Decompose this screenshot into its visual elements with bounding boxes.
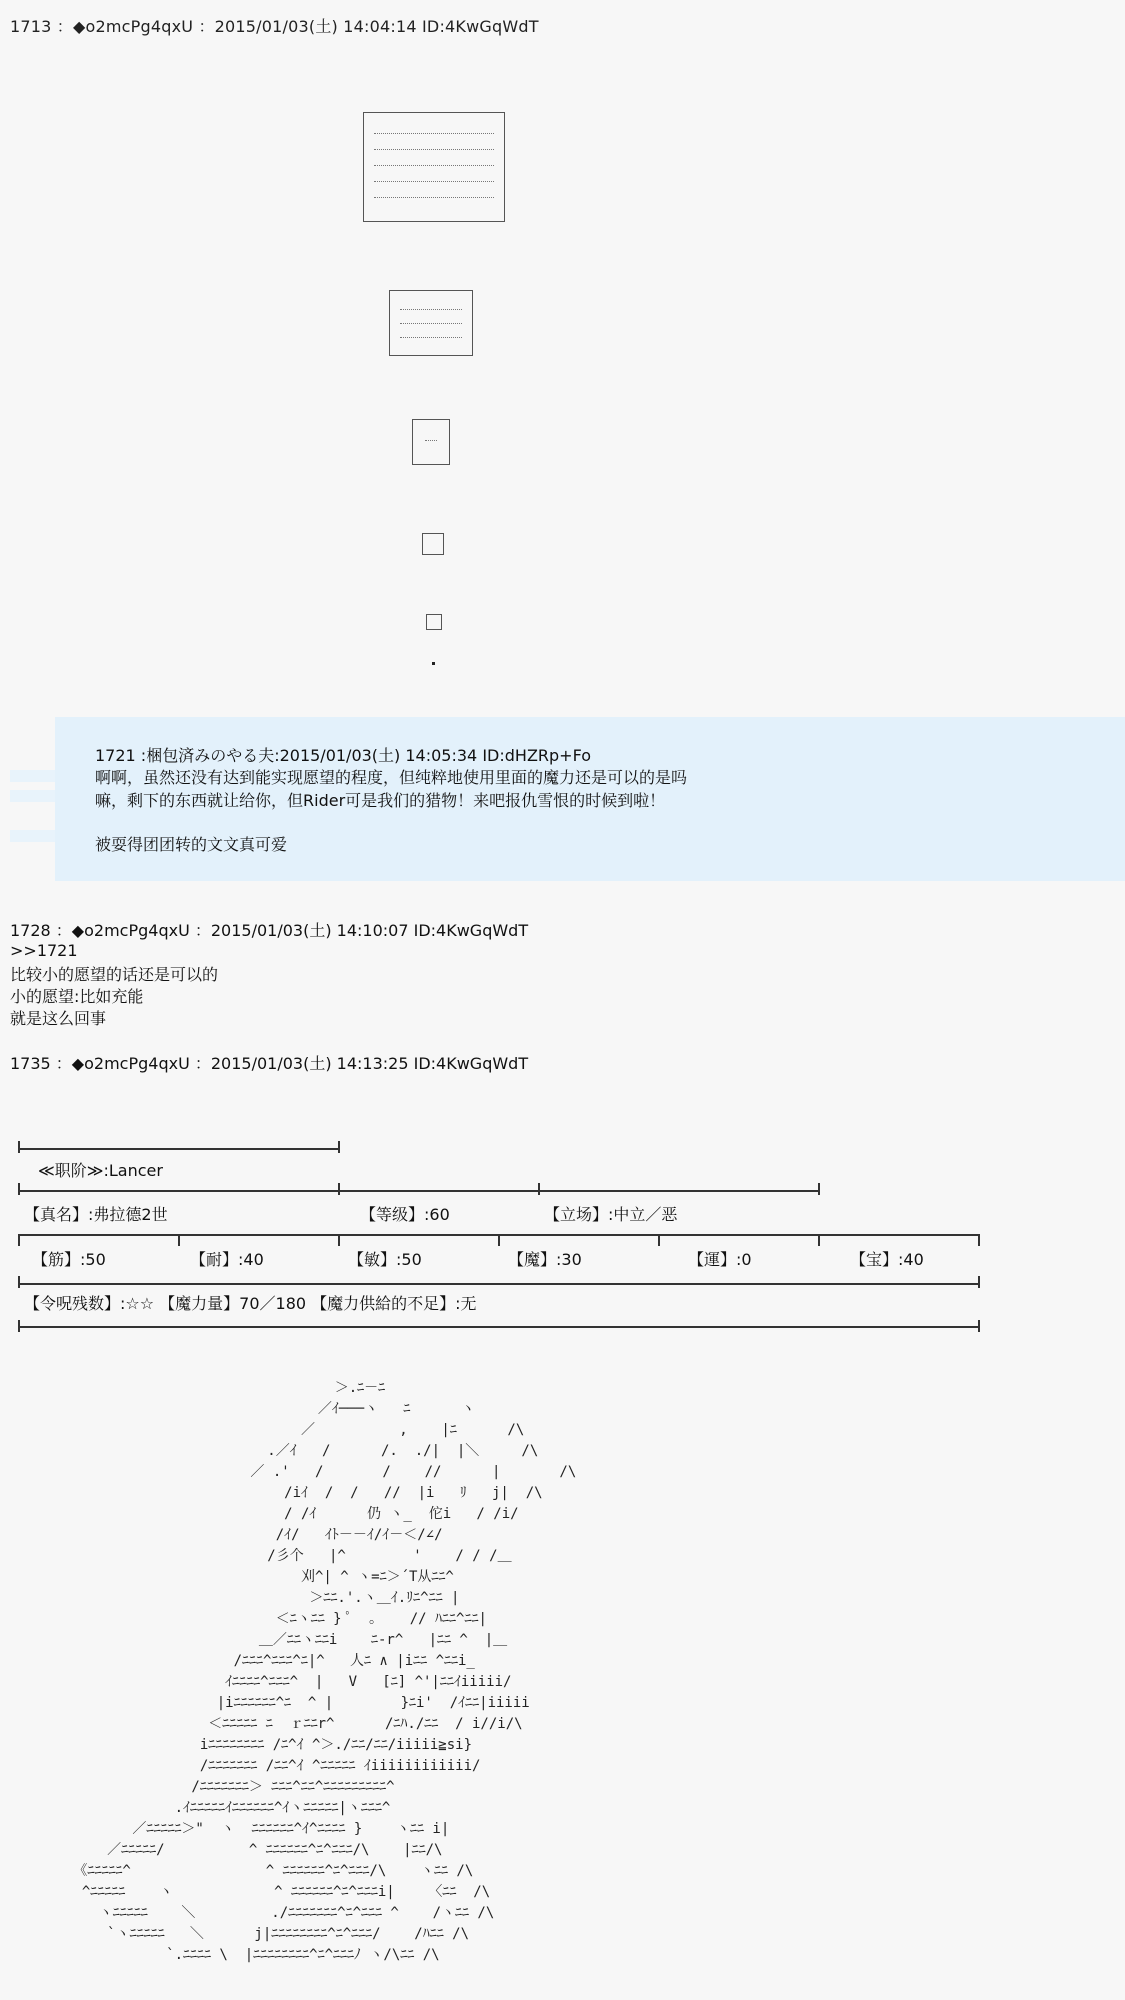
reply-anchor-link[interactable]: >>1721 — [10, 941, 78, 960]
table-tick — [818, 1234, 820, 1246]
post-1728-line: 小的愿望:比如充能 — [10, 987, 144, 1006]
post-1728-line: 比较小的愿望的话还是可以的 — [10, 965, 219, 984]
post-1728-line: 就是这么回事 — [10, 1009, 107, 1028]
status-luk: 【運】:0 — [688, 1250, 752, 1269]
fading-box-tiny — [422, 533, 444, 555]
status-str: 【筋】:50 — [32, 1250, 106, 1269]
table-tick — [818, 1183, 820, 1195]
status-true-name: 【真名】:弗拉德2世 — [24, 1205, 168, 1224]
quote-stripe — [10, 790, 55, 802]
table-tick — [978, 1320, 980, 1332]
table-rule — [18, 1283, 980, 1285]
table-tick — [538, 1183, 540, 1195]
table-rule — [18, 1326, 980, 1328]
table-tick — [338, 1234, 340, 1246]
post-1713-header: 1713 ：◆o2mcPg4qxU ：2015/01/03(土) 14:04:14 ID:4KwGqWdT — [10, 17, 539, 36]
fading-box-large — [363, 112, 505, 222]
quote-stripe — [10, 770, 55, 782]
table-tick — [18, 1276, 20, 1288]
status-class: ≪职阶≫:Lancer — [38, 1161, 163, 1180]
status-agi: 【敏】:50 — [348, 1250, 422, 1269]
status-mag: 【魔】:30 — [508, 1250, 582, 1269]
ascii-art-character: ＞.ﾆ－ﾆ ／ｲ───ヽ ﾆ ヽ ／ , |ﾆ /\ .／ｲ / /. ./| |＼ /\ ／ .' / / // | /\ /iｲ / / // |i ﾘ j| /\ / /ｲ 仍 ヽ_ 佗i / /i/ /ｲ/ ｲﾄ－－ｲ/ｲ－＜/∠/ /彡个 |^ ' / / /＿ 刈^| ^ ヽ=ﾆ＞´T从ﾆﾆ^ ＞ﾆﾆ.'.ヽ＿ｲ.ﾘﾆ^ﾆﾆ | ＜ﾆヽﾆﾆ } ﾟ ｡ // ﾊﾆﾆ^ﾆﾆ| ＿／ﾆﾆヽﾆﾆi ﾆ-r^ |ﾆﾆ ^ |＿ /ﾆﾆﾆ^ﾆﾆﾆ^ﾆ|^ 人ﾆ ∧ |iﾆﾆ ^ﾆﾆi_ ｲﾆﾆﾆﾆ^ﾆﾆﾆ^ | V [ﾆ] ^'|ﾆﾆｲiiiii/ |iﾆﾆﾆﾆﾆﾆ^ﾆ ^ | }ﾆi' /ｲﾆﾆ|iiiii ＜ﾆﾆﾆﾆﾆ ﾆ ｒﾆﾆr^ /ﾆﾊ./ﾆﾆ / i//i/\ iﾆﾆﾆﾆﾆﾆﾆﾆ /ﾆ^ｲ ^＞./ﾆﾆ/ﾆﾆ/iiiii≧si} /ﾆﾆﾆﾆﾆﾆﾆ /ﾆﾆ^ｲ ^ﾆﾆﾆﾆﾆ ｲiiiiiiiiiiii/ /ﾆﾆﾆﾆﾆﾆﾆ＞ ﾆﾆﾆ^ﾆﾆ^ﾆﾆﾆﾆﾆﾆﾆﾆﾆ^ .ｲﾆﾆﾆﾆﾆｲﾆﾆﾆﾆﾆﾆ^ｲヽﾆﾆﾆﾆﾆ|ヽﾆﾆﾆ^ ／ﾆﾆﾆﾆﾆ＞" ヽ ﾆﾆﾆﾆﾆﾆ^ｲ^ﾆﾆﾆﾆ } ヽﾆﾆ i| ／ﾆﾆﾆﾆﾆ/ ^ ﾆﾆﾆﾆﾆﾆ^ﾆ^ﾆﾆﾆ/\ |ﾆﾆ/\ 《ﾆﾆﾆﾆﾆ^ ^ ﾆﾆﾆﾆﾆﾆ^ﾆ^ﾆﾆﾆ/\ ヽﾆﾆ /\ ^ﾆﾆﾆﾆﾆ ヽ ^ ﾆﾆﾆﾆﾆﾆ^ﾆ^ﾆﾆﾆi| 〈ﾆﾆ /\ ヽﾆﾆﾆﾆﾆ ＼ ./ﾆﾆﾆﾆﾆﾆﾆ^ﾆ^ﾆﾆﾆ ^ /ヽﾆﾆ /\ `ヽﾆﾆﾆﾆﾆ ＼ j|ﾆﾆﾆﾆﾆﾆﾆﾆ^ﾆ^ﾆﾆﾆ/ /ﾊﾆﾆ /\ `.ﾆﾆﾆﾆ \ |ﾆﾆﾆﾆﾆﾆﾆﾆ^ﾆ^ﾆﾆﾆﾉ ヽ/\ﾆﾆ /\ — [73, 1380, 577, 1963]
status-np: 【宝】:40 — [850, 1250, 924, 1269]
table-rule — [18, 1148, 340, 1150]
status-level: 【等级】:60 — [360, 1205, 450, 1224]
table-tick — [978, 1276, 980, 1288]
post-1721-header: 1721 :梱包済みのやる夫:2015/01/03(土) 14:05:34 ID:dHZRp+Fo — [95, 746, 592, 765]
fading-box-medium — [389, 290, 473, 356]
status-end: 【耐】:40 — [190, 1250, 264, 1269]
fading-box-small — [412, 419, 450, 465]
status-misc: 【令呪残数】:☆☆ 【魔力量】70／180 【魔力供給的不足】:无 — [24, 1294, 477, 1313]
post-1721-line: 啊啊，虽然还没有达到能实现愿望的程度，但纯粹地使用里面的魔力还是可以的是吗 — [95, 768, 688, 787]
post-1721-line: 嘛，剩下的东西就让给你，但Rider可是我们的猎物！来吧报仇雪恨的时候到啦！ — [95, 791, 666, 810]
fading-box-smallest — [426, 614, 442, 630]
fading-dot — [432, 662, 435, 665]
post-1728-header: 1728 ：◆o2mcPg4qxU ：2015/01/03(土) 14:10:07 ID:4KwGqWdT — [10, 921, 529, 940]
table-tick — [18, 1141, 20, 1153]
quote-stripe — [10, 830, 55, 842]
table-tick — [978, 1234, 980, 1246]
table-tick — [338, 1183, 340, 1195]
table-tick — [658, 1234, 660, 1246]
table-tick — [178, 1234, 180, 1246]
post-1721-line: 被耍得团团转的文文真可爱 — [95, 835, 288, 854]
table-tick — [18, 1183, 20, 1195]
post-1735-header: 1735 ：◆o2mcPg4qxU ：2015/01/03(土) 14:13:25 ID:4KwGqWdT — [10, 1054, 529, 1073]
table-tick — [338, 1141, 340, 1153]
table-tick — [18, 1234, 20, 1246]
table-rule — [18, 1190, 820, 1192]
status-alignment: 【立场】:中立／恶 — [544, 1205, 678, 1224]
table-tick — [498, 1234, 500, 1246]
table-tick — [18, 1320, 20, 1332]
